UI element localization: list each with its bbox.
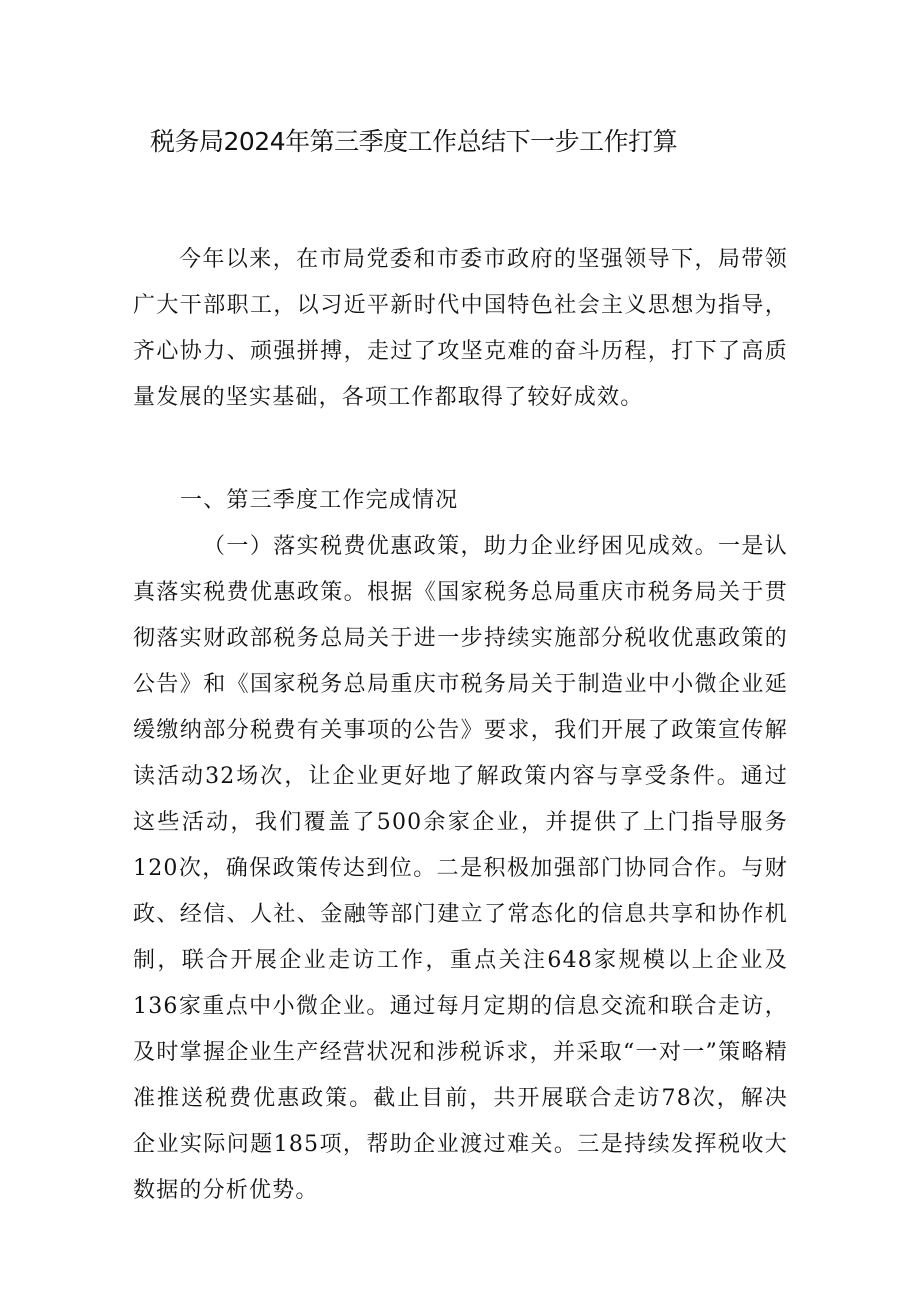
document-title: 税务局2024年第三季度工作总结下一步工作打算 <box>150 127 678 156</box>
intro-paragraph: 今年以来，在市局党委和市委市政府的坚强领导下，局带领广大干部职工，以习近平新时代中国特色社会主义思想为指导，齐心协力、顽强拼搏，走过了攻坚克难的奋斗历程，打下了高质量发展的坚实基础，各项工作都取得了较好成效。 <box>133 247 788 410</box>
section-paragraph: （一）落实税费优惠政策，助力企业纾困见成效。一是认真落实税费优惠政策。根据《国家税务总局重庆市税务局关于贯彻落实财政部税务总局关于进一步持续实施部分税收优惠政策的公告》和《国家税务总局重庆市税务局关于制造业中小微企业延缓缴纳部分税费有关事项的公告》要求，我们开展了政策宣传解读活动32场次，让企业更好地了解政策内容与享受条件。通过这些活动，我们覆盖了500余家企业，并提供了上门指导服务120次，确保政策传达到位。二是积极加强部门协同合作。与财政、经信、人社、金融等部门建立了常态化的信息共享和协作机制，联合开展企业走访工作，重点关注648家规模以上企业及136家重点中小微企业。通过每月定期的信息交流和联合走访，及时掌握企业生产经营状况和涉税诉求，并采取“一对一”策略精准推送税费优惠政策。截止目前，共开展联合走访78次，解决企业实际问题185项，帮助企业渡过难关。三是持续发挥税收大数据的分析优势。 <box>133 534 788 1203</box>
section-heading: 一、第三季度工作完成情况 <box>180 488 459 513</box>
